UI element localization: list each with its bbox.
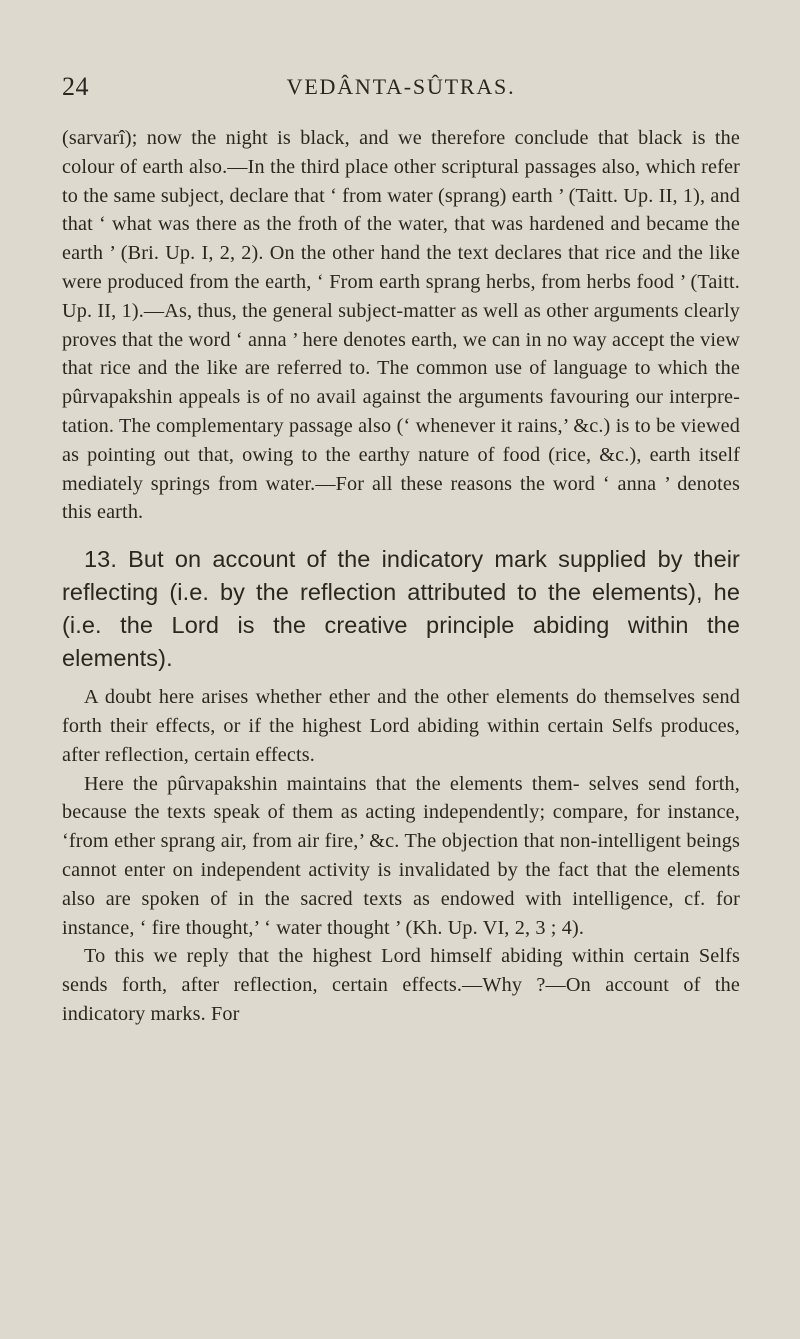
paragraph-reply: To this we reply that the highest Lord himself abiding within certain Selfs sends forth, after reflection, certain effects.—Why ?—On account of the indicatory marks. For — [62, 945, 740, 1025]
body-text — [62, 124, 740, 1029]
sutra-number: 13. — [84, 546, 117, 573]
sutra-heading — [62, 543, 740, 675]
paragraph-continuation: (sarvarî); now the night is black, and we therefore conclude that black is the colour of earth also.—In the third place other scriptural passages also, which refer to the same subject, declare that ‘ from water (sprang) earth ’ (Taitt. Up. II, 1), and that ‘ what was there as the froth of the water, that was hardened and became the earth ’ (Bri. Up. I, 2, 2). On the other hand the text declares that rice and the like were produced from the earth, ‘ From earth sprang herbs, from herbs food ’ (Taitt. Up. II, 1).—As, thus, the general subject-matter as well as other arguments clearly proves that the word ‘ anna ’ here denotes earth, we can in no way accept the view that rice and the like are referred to. The common use of language to which the pûrvapakshin appeals is of no avail against the arguments favouring our interpre- tation. The complementary passage also (‘ whenever it rains,’ &c.) is to be viewed as pointing out that, owing to the earthy nature of food (rice, &c.), earth itself mediately springs from water.—For all these reasons the word ‘ anna ’ denotes this earth. — [62, 127, 740, 524]
sutra-text: But on account of the indicatory mark supplied by their reflecting (i.e. by the reflection attributed to the elements), he (i.e. the Lord is the creative principle abiding within the elements). — [62, 546, 740, 672]
paragraph-doubt: A doubt here arises whether ether and the other elements do themselves send forth their effects, or if the highest Lord abiding within certain Selfs produces, after reflection, certain effects. — [62, 686, 740, 766]
page-number: 24 — [62, 72, 89, 101]
paragraph-purvapaksha: Here the pûrvapakshin maintains that the elements them- selves send forth, because the texts speak of them as acting independently; compare, for instance, ‘from ether sprang air, from air fire,’ &c. The objection that non-intelligent beings cannot enter on independent activity is invalidated by the fact that the elements also are spoken of in the sacred texts as endowed with intelligence, cf. for instance, ‘ fire thought,’ ‘ water thought ’ (Kh. Up. VI, 2, 3 ; 4). — [62, 772, 740, 939]
page-header — [62, 72, 740, 108]
running-head: VEDÂNTA-SÛTRAS. — [286, 74, 516, 99]
